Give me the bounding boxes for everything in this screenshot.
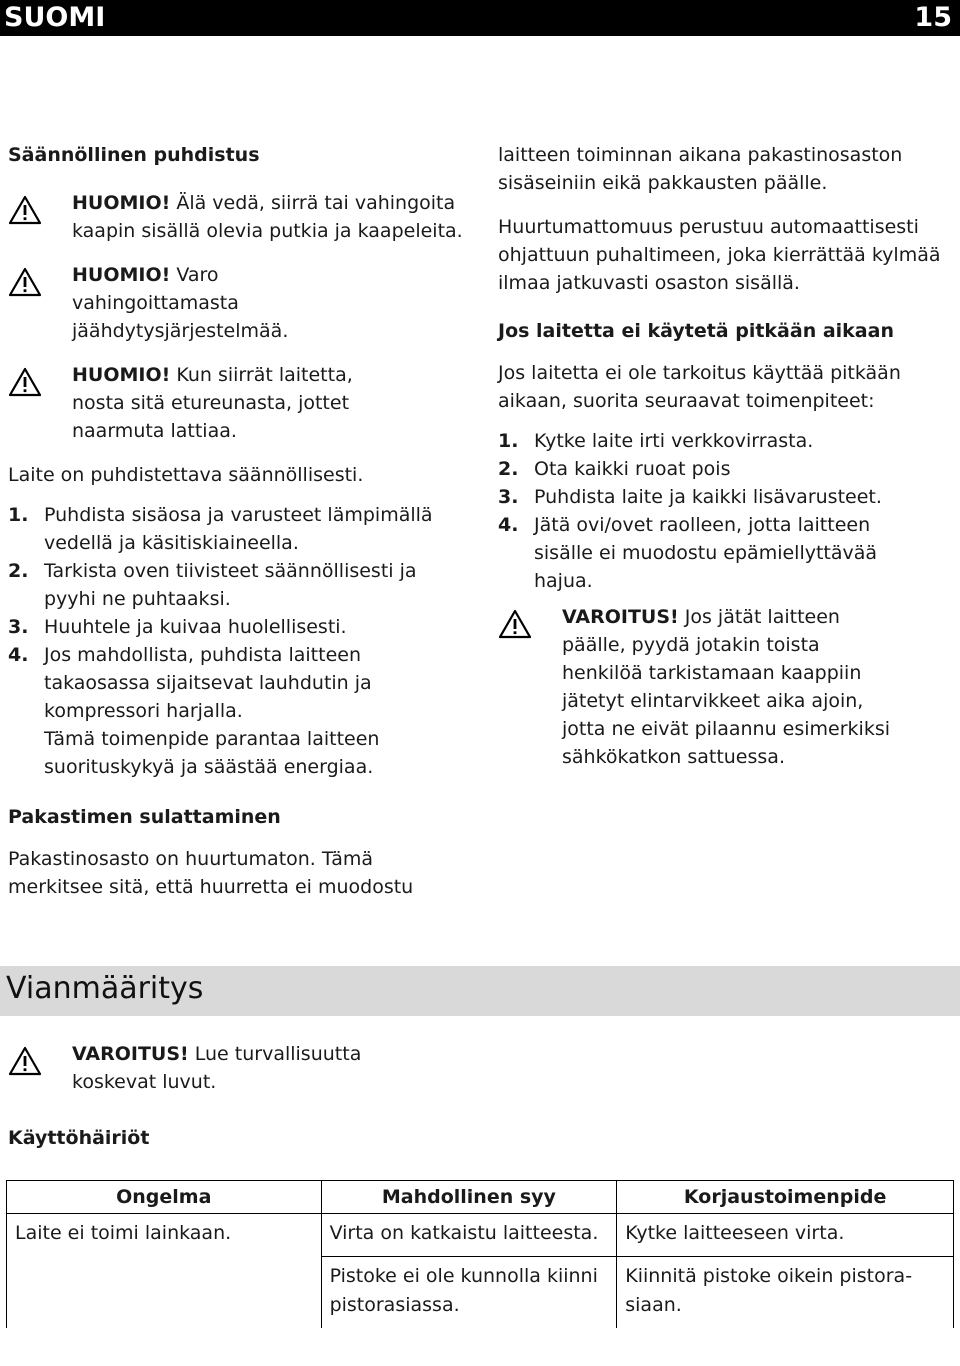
table-row [7,1257,954,1329]
page-header [0,0,960,36]
list-item [8,613,448,641]
step-number: 2. [8,560,29,582]
defrost-continuation: laitteen toiminnan aikana pakastinosaston sisäseiniin eikä pakkausten päälle. [498,144,903,194]
frostfree-text: Huurtumattomuus perustuu automaattisesti ohjattuun puhaltimeen, joka kierrättää kylmää ilmaa jatkuvasti osaston sisällä. [498,216,941,294]
step-text: Huuhtele ja kuivaa huolellisesti. [44,616,347,638]
warning-block [8,1040,468,1096]
warning-triangle-icon [8,195,42,225]
step-number: 2. [498,458,519,480]
unused-intro: Jos laitetta ei ole tarkoitus käyttää pitkään aikaan, suorita seuraavat toimenpiteet: [498,362,901,412]
list-item [498,511,908,595]
warning-body: Lue turvallisuutta koskevat luvut. [72,1043,362,1093]
warning-block [8,361,478,445]
troubleshooting-title: Vianmääritys [6,971,204,1006]
table-header-row [7,1181,954,1214]
unused-heading: Jos laitetta ei käytetä pitkään aikaan [498,320,894,342]
warning-label: HUOMIO! [72,264,171,286]
warning-body: Kun siirrät laitetta, nosta sitä etureunasta, jottet naarmuta lattiaa. [72,364,353,442]
warning-label: HUOMIO! [72,364,171,386]
table-cell [7,1257,322,1329]
troubleshooting-table [6,1180,954,1328]
cleaning-steps [8,501,448,781]
step-number: 4. [498,514,519,536]
troubleshooting-banner [0,966,960,1016]
table-cell: Virta on katkaistu laitteesta. [321,1214,617,1257]
table-cell: Pistoke ei ole kunnolla kiinni pistorasiassa. [321,1257,617,1329]
warning-text [72,361,382,445]
column-header: Mahdollinen syy [321,1181,617,1214]
step-text: Tarkista oven tiivisteet säännöllisesti ja pyyhi ne puhtaaksi. [44,560,417,610]
language-label: SUOMI [4,2,106,33]
warning-label: VAROITUS! [562,606,679,628]
malfunctions-heading: Käyttöhäiriöt [8,1127,150,1149]
right-column [498,141,948,771]
step-text: Jos mahdollista, puhdista laitteen takaosassa sijaitsevat lauhdutin ja kompressori harjalla. [44,644,372,722]
step-number: 3. [8,616,29,638]
warning-text [562,603,902,771]
step-text: Jätä ovi/ovet raolleen, jotta laitteen sisälle ei muodostu epämiellyttävää hajua. [534,514,878,592]
step-number: 1. [498,430,519,452]
column-header: Korjaustoimenpide [617,1181,954,1214]
warning-label: HUOMIO! [72,192,171,214]
step-text: Ota kaikki ruoat pois [534,458,731,480]
warning-body: Varo vahingoittamasta jäähdytysjärjestelmää. [72,264,289,342]
warning-triangle-icon [498,609,532,639]
warning-label: VAROITUS! [72,1043,189,1065]
cleaning-heading: Säännöllinen puhdistus [8,144,260,166]
list-item [498,455,908,483]
warning-text [72,189,478,245]
step-text: Kytke laite irti verkkovirrasta. [534,430,814,452]
table-cell: Kiinnitä pistoke oikein pistorasiaan. [617,1257,954,1329]
step-text: Puhdista sisäosa ja varusteet lämpimällä vedellä ja käsitiskiaineella. [44,504,433,554]
cleaning-intro: Laite on puhdistettava säännöllisesti. [8,464,364,486]
warning-triangle-icon [8,367,42,397]
page-number: 15 [914,2,952,33]
step-extra-text: Tämä toimenpide parantaa laitteen suorituskykyä ja säästää energiaa. [44,728,380,778]
troubleshooting-section [8,1040,468,1152]
table-cell: Laite ei toimi lainkaan. [7,1214,322,1257]
step-number: 4. [8,644,29,666]
warning-text [72,1040,392,1096]
warning-body: Jos jätät laitteen päälle, pyydä jotakin toista henkilöä tarkistamaan kaappiin jätetyt elintarvikkeet aika ajoin, jotta ne eivät pilaannu esimerkiksi sähkökatkon sattuessa. [562,606,891,768]
list-item [8,557,448,613]
warning-block [8,261,478,345]
defrost-text: Pakastinosasto on huurtumaton. Tämä merkitsee sitä, että huurretta ei muodostu [8,848,414,898]
step-text: Puhdista laite ja kaikki lisävarusteet. [534,486,882,508]
list-item [8,501,448,557]
step-number: 1. [8,504,29,526]
warning-triangle-icon [8,267,42,297]
unused-steps [498,427,908,595]
step-number: 3. [498,486,519,508]
warning-triangle-icon [8,1046,42,1076]
left-column [8,141,478,901]
warning-block [498,603,948,771]
column-header: Ongelma [7,1181,322,1214]
table-cell: Kytke laitteeseen virta. [617,1214,954,1257]
warning-text [72,261,289,345]
defrost-heading: Pakastimen sulattaminen [8,806,281,828]
warning-body: Älä vedä, siirrä tai vahingoita kaapin sisällä olevia putkia ja kaapeleita. [72,192,463,242]
list-item [498,427,908,455]
warning-block [8,189,478,245]
list-item [498,483,908,511]
list-item [8,641,414,781]
table-row [7,1214,954,1257]
